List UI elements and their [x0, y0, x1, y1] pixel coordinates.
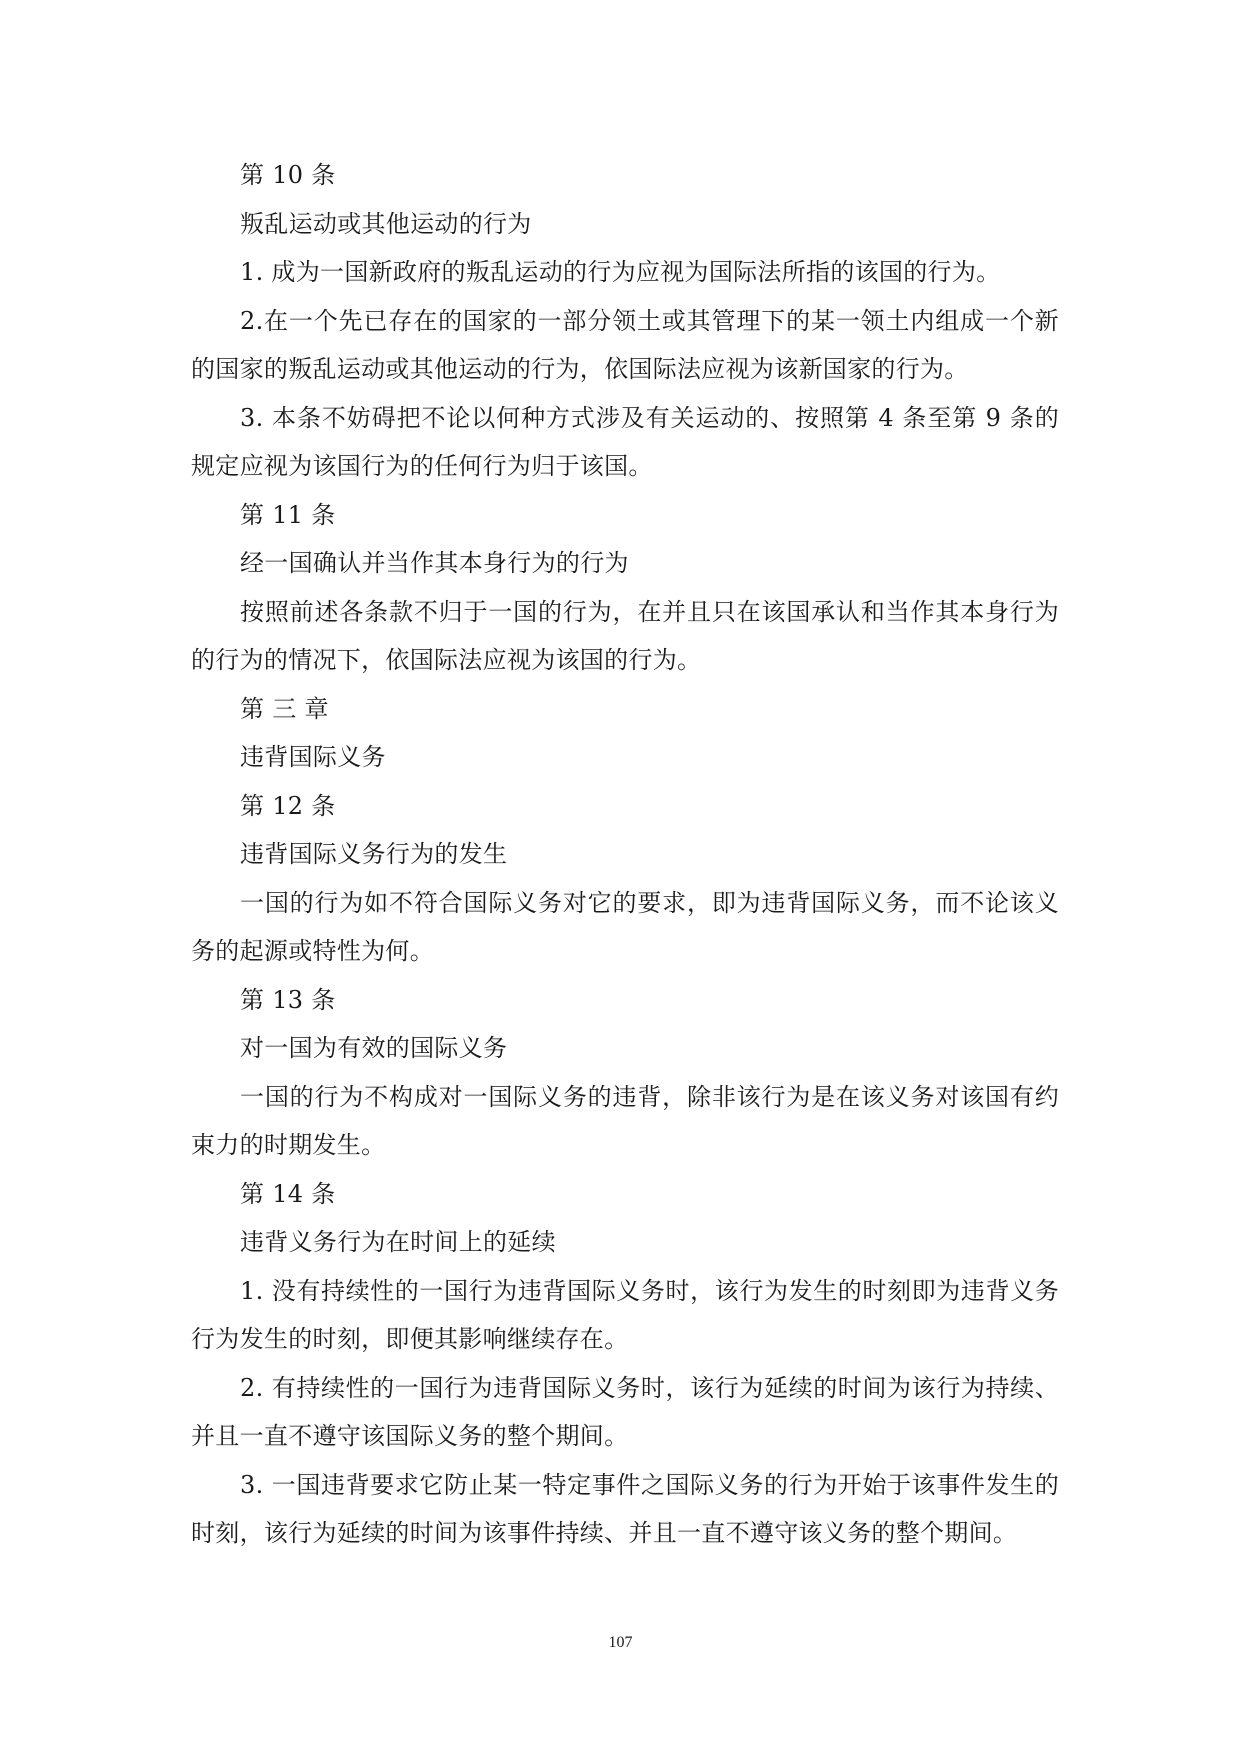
page-number: 107	[608, 1634, 633, 1651]
article-13-heading: 第 13 条	[240, 985, 336, 1014]
article-10-heading: 第 10 条	[240, 161, 336, 189]
article-10-title: 叛乱运动或其他运动的行为	[240, 209, 532, 238]
article-13-body: 一国的行为不构成对一国际义务的违背，除非该行为是在该义务对该国有约束力的时期发生。	[191, 1082, 1059, 1159]
page-body	[191, 151, 1059, 1558]
article-14-clause-1: 1. 没有持续性的一国行为违背国际义务时，该行为发生的时刻即为违背义务行为发生的时刻，即便其影响继续存在。	[191, 1276, 1059, 1353]
article-14-clause-2: 2. 有持续性的一国行为违背国际义务时，该行为延续的时间为该行为持续、并且一直不遵守该国际义务的整个期间。	[191, 1373, 1059, 1450]
article-14-title: 违背义务行为在时间上的延续	[240, 1228, 556, 1256]
chapter-3-heading: 第 三 章	[240, 694, 329, 723]
article-10-clause-3: 3. 本条不妨碍把不论以何种方式涉及有关运动的、按照第 4 条至第 9 条的规定应视为该国行为的任何行为归于该国。	[191, 403, 1059, 480]
article-11-title: 经一国确认并当作其本身行为的行为	[240, 549, 629, 577]
article-14-heading: 第 14 条	[240, 1179, 336, 1208]
chapter-3-title: 违背国际义务	[240, 743, 386, 771]
article-14-clause-3: 3. 一国违背要求它防止某一特定事件之国际义务的行为开始于该事件发生的时刻，该行为延续的时间为该事件持续、并且一直不遵守该义务的整个期间。	[191, 1470, 1059, 1547]
article-10-clause-1: 1. 成为一国新政府的叛乱运动的行为应视为国际法所指的该国的行为。	[240, 258, 1001, 286]
article-10-clause-2: 2.在一个先已存在的国家的一部分领土或其管理下的某一领土内组成一个新的国家的叛乱运动或其他运动的行为，依国际法应视为该新国家的行为。	[191, 306, 1059, 383]
article-11-heading: 第 11 条	[240, 500, 336, 529]
article-12-title: 违背国际义务行为的发生	[240, 840, 508, 868]
article-11-body: 按照前述各条款不归于一国的行为，在并且只在该国承认和当作其本身行为的行为的情况下，依国际法应视为该国的行为。	[191, 597, 1059, 674]
article-13-title: 对一国为有效的国际义务	[240, 1034, 508, 1062]
article-12-heading: 第 12 条	[240, 791, 336, 820]
article-12-body: 一国的行为如不符合国际义务对它的要求，即为违背国际义务，而不论该义务的起源或特性为何。	[191, 888, 1059, 965]
